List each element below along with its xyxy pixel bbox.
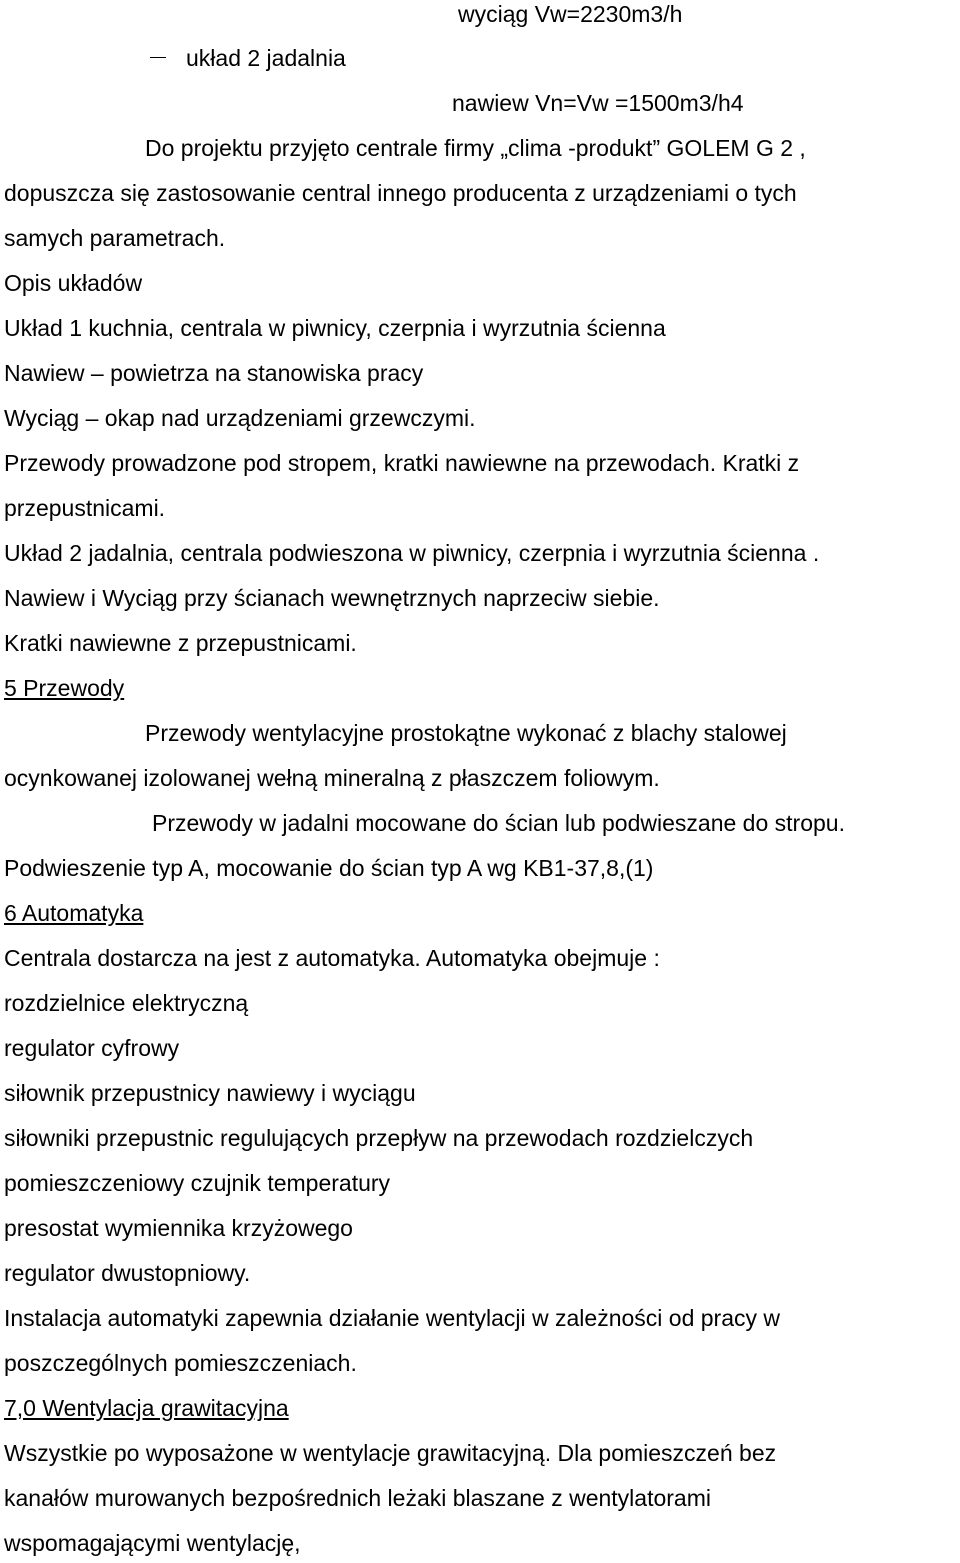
section-heading: 5 Przewody: [4, 675, 125, 701]
list-item: pomieszczeniowy czujnik temperatury: [4, 1170, 391, 1196]
list-item: presostat wymiennika krzyżowego: [4, 1215, 353, 1241]
list-item: siłownik przepustnicy nawiewy i wyciągu: [4, 1080, 416, 1106]
paragraph-line: Centrala dostarcza na jest z automatyka. Automatyka obejmuje :: [4, 945, 660, 971]
paragraph-line: wspomagającymi wentylację,: [4, 1530, 301, 1556]
paragraph-line: Układ 2 jadalnia, centrala podwieszona w piwnicy, czerpnia i wyrzutnia ścienna .: [4, 540, 820, 566]
paragraph-line: poszczególnych pomieszczeniach.: [4, 1350, 357, 1376]
list-item: siłowniki przepustnic regulujących przepływ na przewodach rozdzielczych: [4, 1125, 754, 1151]
paragraph-line: Kratki nawiewne z przepustnicami.: [4, 630, 357, 656]
paragraph-line: Nawiew i Wyciąg przy ścianach wewnętrznych naprzeciw siebie.: [4, 585, 660, 611]
paragraph-line: Wyciąg – okap nad urządzeniami grzewczymi.: [4, 405, 476, 431]
list-item: regulator cyfrowy: [4, 1035, 180, 1061]
paragraph-line: Podwieszenie typ A, mocowanie do ścian typ A wg KB1-37,8,(1): [4, 855, 654, 881]
list-dash: [150, 57, 166, 58]
section-label: Opis układów: [4, 270, 143, 296]
list-item: rozdzielnice elektryczną: [4, 990, 249, 1016]
exhaust-flow-line: wyciąg Vw=2230m3/h: [458, 1, 683, 27]
paragraph-line: ocynkowanej izolowanej wełną mineralną z płaszczem foliowym.: [4, 765, 660, 791]
paragraph-line: kanałów murowanych bezpośrednich leżaki blaszane z wentylatorami: [4, 1485, 711, 1511]
system-2-label: układ 2 jadalnia: [186, 45, 346, 71]
paragraph-line: Wszystkie po wyposażone w wentylacje grawitacyjną. Dla pomieszczeń bez: [4, 1440, 777, 1466]
section-heading: 7,0 Wentylacja grawitacyjna: [4, 1395, 289, 1421]
paragraph-line: Przewody prowadzone pod stropem, kratki nawiewne na przewodach. Kratki z: [4, 450, 800, 476]
paragraph-line: samych parametrach.: [4, 225, 226, 251]
paragraph-line: Do projektu przyjęto centrale firmy „clima -produkt” GOLEM G 2 ,: [145, 135, 806, 161]
paragraph-line: dopuszcza się zastosowanie central innego producenta z urządzeniami o tych: [4, 180, 797, 206]
paragraph-line: Nawiew – powietrza na stanowiska pracy: [4, 360, 424, 386]
paragraph-line: Instalacja automatyki zapewnia działanie wentylacji w zależności od pracy w: [4, 1305, 780, 1331]
paragraph-line: Przewody w jadalni mocowane do ścian lub podwieszane do stropu.: [152, 810, 845, 836]
supply-flow-line: nawiew Vn=Vw =1500m3/h4: [452, 90, 744, 116]
paragraph-line: przepustnicami.: [4, 495, 166, 521]
paragraph-line: Przewody wentylacyjne prostokątne wykonać z blachy stalowej: [145, 720, 787, 746]
section-heading: 6 Automatyka: [4, 900, 144, 926]
paragraph-line: Układ 1 kuchnia, centrala w piwnicy, czerpnia i wyrzutnia ścienna: [4, 315, 666, 341]
system-2-item: [150, 44, 346, 72]
list-item: regulator dwustopniowy.: [4, 1260, 251, 1286]
